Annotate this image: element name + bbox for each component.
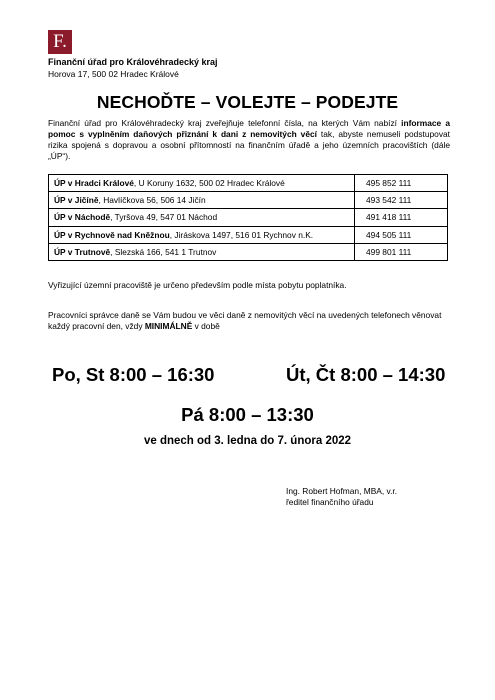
office-address: , U Koruny 1632, 500 02 Hradec Králové [133, 178, 285, 189]
date-range: ve dnech od 3. ledna do 7. února 2022 [143, 435, 352, 447]
intro-bold-text: informace a pomoc s vyplněním daňových přiznání k dani z nemovitých věcí [48, 118, 450, 139]
financial-office-logo-icon: F. [48, 30, 72, 54]
organization-name: Finanční úřad pro Královéhradecký kraj [48, 57, 218, 67]
office-address-cell [49, 243, 355, 260]
organization-address: Horova 17, 500 02 Hradec Králové [48, 69, 179, 79]
table-row [49, 192, 448, 209]
availability-bold: MINIMÁLNĚ [144, 321, 193, 331]
office-phone: 493 542 111 [355, 192, 448, 209]
signature-title: ředitel finančního úřadu [286, 497, 374, 507]
residence-note: Vyřizující územní pracoviště je určeno především podle místa pobytu poplatníka. [48, 280, 347, 290]
offices-table [48, 174, 448, 261]
signature-name: Ing. Robert Hofman, MBA, v.r. [286, 486, 398, 496]
intro-paragraph [48, 118, 450, 162]
hours-friday: Pá 8:00 – 13:30 [181, 404, 314, 425]
availability-tail: v době [192, 321, 220, 331]
hours-tuesday-thursday: Út, Čt 8:00 – 14:30 [286, 364, 446, 385]
office-address: , Jiráskova 1497, 516 01 Rychnov n.K. [169, 229, 314, 240]
office-phone: 491 418 111 [355, 209, 448, 226]
table-row [49, 243, 448, 260]
office-name: ÚP v Jičíně [54, 195, 99, 206]
availability-paragraph [48, 310, 456, 332]
office-address-cell [49, 192, 355, 209]
office-address: , Slezská 166, 541 1 Trutnov [110, 246, 217, 257]
office-name: ÚP v Trutnově [54, 246, 111, 257]
office-phone: 495 852 111 [355, 175, 448, 192]
office-name: ÚP v Náchodě [54, 212, 111, 223]
page-title: NECHOĎTE – VOLEJTE – PODEJTE [96, 92, 399, 112]
table-row [49, 209, 448, 226]
office-phone: 494 505 111 [355, 226, 448, 243]
office-address-cell [49, 175, 355, 192]
office-name: ÚP v Rychnově nad Kněžnou [54, 229, 170, 240]
office-name: ÚP v Hradci Králové [54, 178, 134, 189]
intro-text-1: Finanční úřad pro Královéhradecký kraj zveřejňuje telefonní čísla, na kterých Vám nabízí [48, 118, 402, 128]
office-address: , Havlíčkova 56, 506 14 Jičín [98, 195, 206, 206]
table-row [49, 175, 448, 192]
availability-text: Pracovníci správce daně se Vám budou ve věci daně z nemovitých věcí na uvedených telefonech věnovat každý pracovní den, vždy [48, 310, 442, 331]
intro-text-2: tak, abyste nemuseli podstupovat rizika spojená s dopravou a osobní přítomností na finančním úřadě a jeho územních pracovištích (dále „ÚP“). [48, 129, 450, 161]
office-phone: 499 801 111 [355, 243, 448, 260]
hours-monday-wednesday: Po, St 8:00 – 16:30 [52, 364, 215, 385]
table-row [49, 226, 448, 243]
office-address-cell [49, 226, 355, 243]
office-address: , Tyršova 49, 547 01 Náchod [110, 212, 218, 223]
office-address-cell [49, 209, 355, 226]
